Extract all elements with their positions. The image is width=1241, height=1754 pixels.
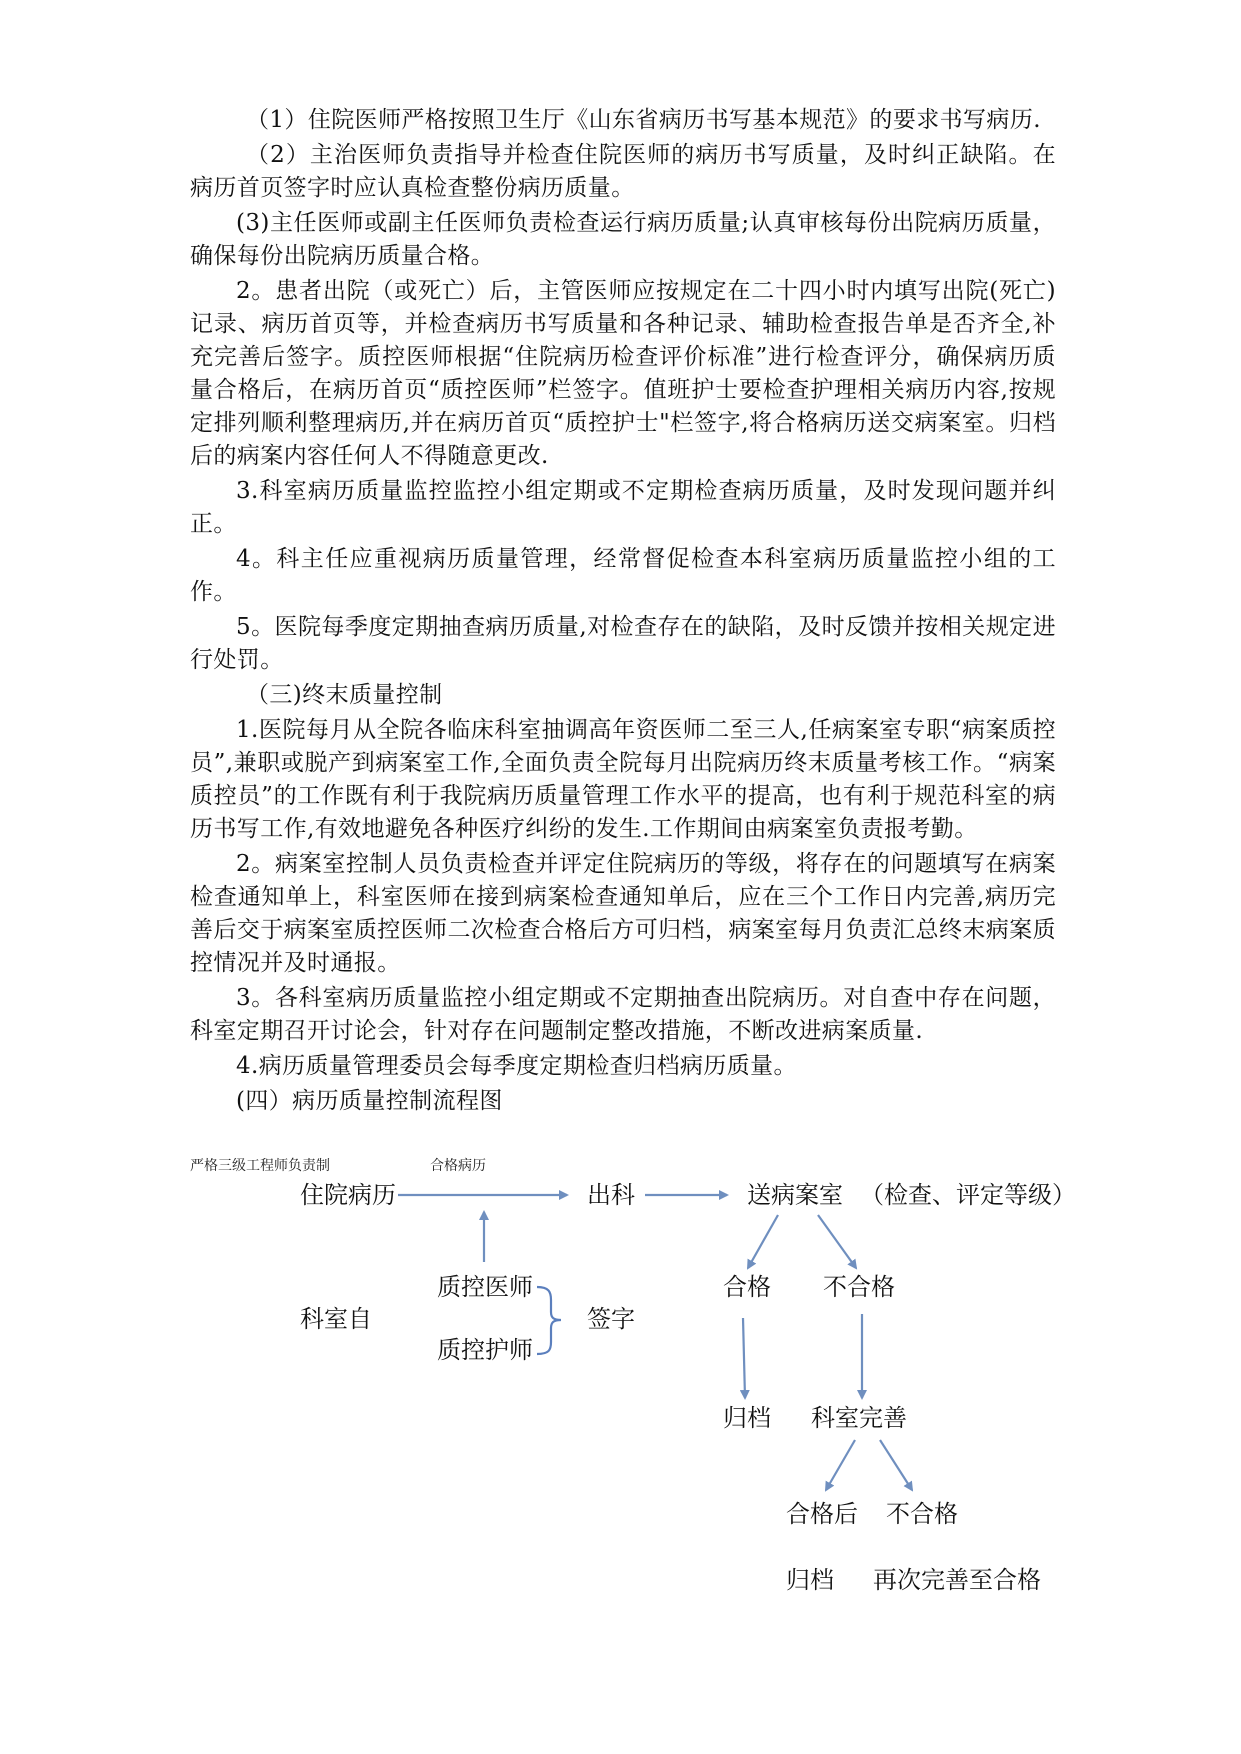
paragraph: 5。医院每季度定期抽查病历质量,对检查存在的缺陷，及时反馈并按相关规定进行处罚。 [190, 614, 1056, 673]
paragraph: （2）主治医师负责指导并检查住院医师的病历书写质量，及时纠正缺陷。在病历首页签字时应认真检查整份病历质量。 [190, 142, 1056, 201]
node-qualified-1: 合格 [723, 1273, 771, 1301]
node-qualified-after: 合格后 [786, 1500, 858, 1528]
flow-note-right: 合格病历 [430, 1158, 486, 1174]
node-send-records-room: 送病案室 [747, 1181, 843, 1209]
paragraph: 3.科室病历质量监控监控小组定期或不定期检查病历质量，及时发现问题并纠正。 [190, 478, 1056, 537]
node-improve-again: 再次完善至合格 [873, 1566, 1041, 1594]
paragraph: (3)主任医师或副主任医师负责检查运行病历质量;认真审核每份出院病历质量，确保每份出院病历质量合格。 [190, 210, 1056, 269]
paragraph: 1.医院每月从全院各临床科室抽调高年资医师二至三人,任病案室专职“病案质控员”,兼职或脱产到病案室工作,全面负责全院每月出院病历终末质量考核工作。“病案质控员”的工作既有利于我院病历质量管理工作水平的提高，也有利于规范科室的病历书写工作,有效地避免各种医疗纠纷的发生.工作期间由病案室负责报考勤。 [190, 717, 1056, 842]
node-qc-nurse: 质控护师 [437, 1336, 533, 1364]
paragraph: 2。患者出院（或死亡）后，主管医师应按规定在二十四小时内填写出院(死亡)记录、病历首页等，并检查病历书写质量和各种记录、辅助检查报告单是否齐全,补充完善后签字。质控医师根据“住院病历检查评价标准”进行检查评分，确保病历质量合格后，在病历首页“质控医师”栏签字。值班护士要检查护理相关病历内容,按规定排列顺利整理病历,并在病历首页“质控护士"栏签字,将合格病历送交病案室。归档后的病案内容任何人不得随意更改. [190, 278, 1056, 469]
paragraph: 2。病案室控制人员负责检查并评定住院病历的等级，将存在的问题填写在病案检查通知单上，科室医师在接到病案检查通知单后，应在三个工作日内完善,病历完善后交于病案室质控医师二次检查合格后方可归档，病案室每月负责汇总终末病案质控情况并及时通报。 [190, 851, 1056, 976]
node-dept-improve: 科室完善 [811, 1404, 907, 1432]
arrow-room-to-qualified [748, 1215, 778, 1268]
node-archive-2: 归档 [786, 1566, 834, 1594]
node-unqualified-2: 不合格 [886, 1500, 958, 1528]
flow-note-left: 严格三级工程师负责制 [190, 1158, 330, 1174]
section-heading: (四）病历质量控制流程图 [236, 1088, 503, 1114]
paragraph: 4.病历质量管理委员会每季度定期检查归档病历质量。 [236, 1053, 797, 1079]
paragraph: （1）住院医师严格按照卫生厅《山东省病历书写基本规范》的要求书写病历. [246, 107, 1041, 133]
node-discharge: 出科 [587, 1181, 635, 1209]
node-sign: 签字 [587, 1305, 635, 1333]
node-unqualified-1: 不合格 [823, 1273, 895, 1301]
node-archive-1: 归档 [723, 1404, 771, 1432]
section-heading: （三)终末质量控制 [246, 682, 443, 708]
brace-shape [537, 1287, 561, 1354]
node-check-grade: （检查、评定等级） [860, 1181, 1076, 1209]
arrow-room-to-unqualified [818, 1215, 856, 1268]
node-dept-self: 科室自 [300, 1305, 372, 1333]
arrow-improve-to-unqualified [880, 1440, 912, 1490]
arrow-qualified-to-archive [743, 1318, 745, 1398]
paragraph: 3。各科室病历质量监控小组定期或不定期抽查出院病历。对自查中存在问题，科室定期召开讨论会，针对存在问题制定整改措施，不断改进病案质量. [190, 985, 1056, 1044]
node-qc-doctor: 质控医师 [437, 1273, 533, 1301]
arrow-improve-to-qualified-after [826, 1440, 855, 1490]
node-inpatient-record: 住院病历 [300, 1181, 396, 1209]
paragraph: 4。科主任应重视病历质量管理，经常督促检查本科室病历质量监控小组的工作。 [190, 546, 1056, 605]
